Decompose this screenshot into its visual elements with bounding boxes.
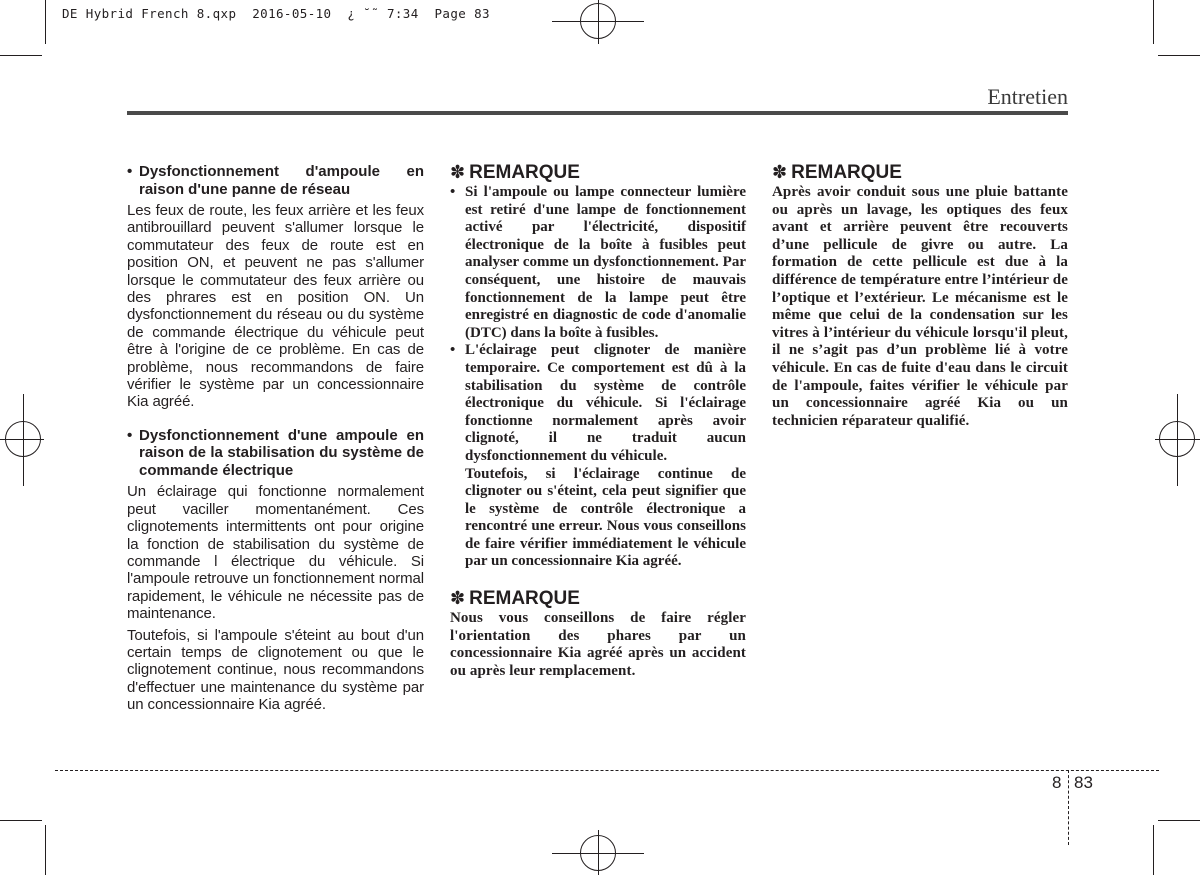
bullet-heading-stabilisation: • Dysfonctionnement d'une ampoule en raison de la stabilisation du système de commande électrique (127, 426, 424, 479)
footer-rule (55, 770, 1159, 771)
print-slug: DE Hybrid French 8.qxp 2016-05-10 ¿ ˘˜ 7:34 Page 83 (62, 6, 490, 21)
asterisk-icon: ✽ (450, 588, 466, 610)
section-title: Entretien (987, 84, 1068, 109)
chapter-number: 8 (1052, 773, 1062, 792)
page-number: 83 (1074, 773, 1093, 792)
stabilisation-paragraph-2: Toutefois, si l'ampoule s'éteint au bout d'un certain temps de clignotement ou que le clignotement continue, nous recommandons d'effectuer une maintenance du système par un concessionnaire Kia agréé. (127, 626, 424, 714)
remark-bullet-text: L'éclairage peut clignoter de manière temporaire. Ce comportement est dû à la stabilisation du système de contrôle électronique du véhicule. Si l'éclairage fonctionne normalement après avoir clignoté, il ne traduit aucun dysfonctionnement du véhicule. (465, 342, 746, 464)
column-1 (127, 163, 424, 714)
remark-title: ✽ REMARQUE (450, 162, 580, 183)
remark-bullet-1 (450, 184, 746, 342)
bullet-icon: • (127, 163, 133, 180)
bullet-heading-network: • Dysfonctionnement d'ampoule en raison d'une panne de réseau (127, 163, 424, 198)
remark-title: ✽ REMARQUE (772, 162, 902, 183)
column-3 (772, 162, 1068, 430)
asterisk-icon: ✽ (450, 162, 466, 183)
remark-bullet-text: Si l'ampoule ou lampe connecteur lumière est retiré d'une lampe de fonctionnement activé par l'électricité, dispositif électronique de la boîte à fusibles peut analyser comme un dysfonctionnement. Par conséquent, une histoire de mauvais fonctionnement de la lampe peut être enregistré en diagnostic de code d'anomalie (DTC) dans la boîte à fusibles. (465, 184, 746, 341)
remark-title: ✽ REMARQUE (450, 588, 580, 610)
header-rule (127, 111, 1068, 115)
bullet-icon: • (450, 342, 456, 359)
column-2 (450, 162, 746, 680)
remark-text-headlight-aim: Nous vous conseillons de faire régler l'orientation des phares par un concessionnaire Kia agréé après un accident ou après leur remplacement. (450, 610, 746, 679)
remark-bullet-2 (450, 342, 746, 571)
bullet-icon: • (450, 184, 456, 200)
network-paragraph: Les feux de route, les feux arrière et les feux antibrouillard peuvent s'allumer lorsque le commutateur des feux de route est en position ON, et peuvent ne pas s'allumer lorsque le commutateur des feux arrière ou des phrares est en position ON. Un dysfonctionnement du réseau ou du système de commande électrique du véhicule peut être à l'origine de ce problème. En cas de problème, nous recommandons de faire vérifier le système par un concessionnaire Kia agréé. (127, 202, 424, 411)
remark-bullet-text-continued: Toutefois, si l'éclairage continue de clignoter ou s'éteint, cela peut signifier que le système de contrôle électronique a rencontré une erreur. Nous vous conseillons de faire vérifier immédiatement le véhicule par un concessionnaire Kia agréé. (465, 465, 746, 570)
bullet-icon: • (127, 426, 133, 444)
asterisk-icon: ✽ (772, 162, 788, 183)
stabilisation-paragraph-1: Un éclairage qui fonctionne normalement peut vaciller momentanément. Ces clignotements intermittents ont pour origine la fonction de stabilisation du système de commande l électrique du véhicule. Si l'ampoule retrouve un fonctionnement normal rapidement, le véhicule ne nécessite pas de maintenance. (127, 483, 424, 623)
page-number-separator (1068, 770, 1069, 845)
remark-text-condensation: Après avoir conduit sous une pluie battante ou après un lavage, les optiques des feux avant et arrière peuvent être recouverts d’une pellicule de givre ou autre. La formation de cette pellicule est due à la différence de température entre l’intérieur de l’optique et l’extérieur. Le mécanisme est le même que celui de la condensation sur les vitres à l’intérieur du véhicule lorsqu'il pleut, il ne s’agit pas d’un problème lié à votre véhicule. En cas de fuite d'eau dans le circuit de l'ampoule, faites vérifier le véhicule par un concessionnaire agréé Kia ou un technicien réparateur qualifié. (772, 184, 1068, 429)
